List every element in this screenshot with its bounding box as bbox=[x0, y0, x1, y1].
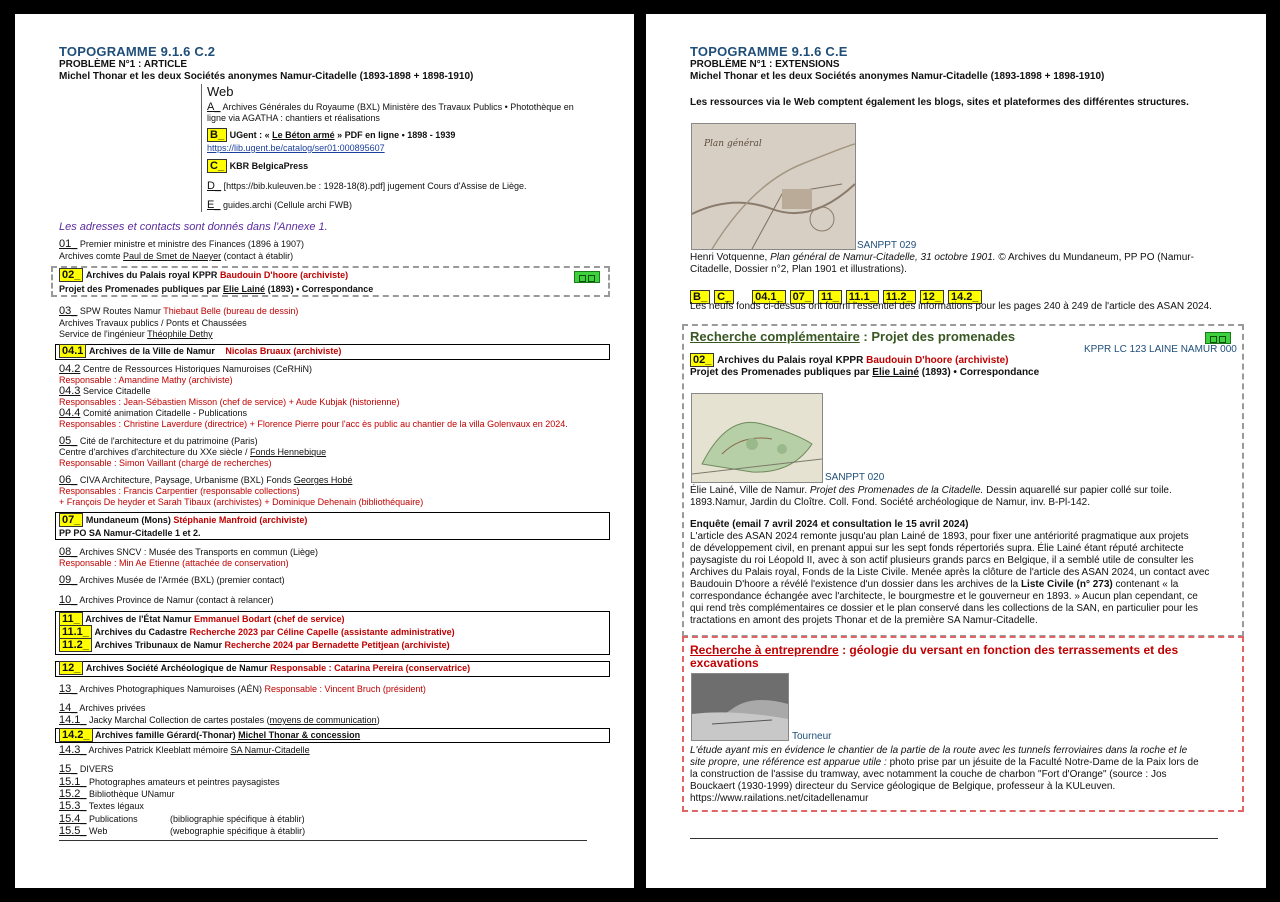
rc-entry-02: 02_ Archives du Palais royal KPPR Baudouin D'hoore (archiviste) bbox=[690, 354, 1009, 367]
entry-01-line2: Archives comte Paul de Smet de Naeyer (contact à établir) bbox=[59, 251, 294, 261]
badge-07: 07_ bbox=[790, 290, 814, 304]
plan-1901-caption: Henri Votquenne, Plan général de Namur-Citadelle, 31 octobre 1901. © Archives du Mundaneum, PP PO (Namur- bbox=[690, 252, 1194, 263]
entry-04-2-contact: Responsable : Amandine Mathy (archiviste) bbox=[59, 375, 233, 385]
recherche-complementaire-title: Recherche complémentaire : Projet des promenades bbox=[690, 329, 1016, 344]
entry-06-contact-1: Responsables : Francis Carpentier (responsable collections) bbox=[59, 486, 300, 496]
entry-02-line2: Projet des Promenades publiques par Elie Lainé (1893) • Correspondance bbox=[59, 284, 374, 294]
page-subtitle: Michel Thonar et les deux Sociétés anonymes Namur-Citadelle (1893-1898 + 1898-1910) bbox=[690, 71, 1105, 82]
plan-1901-image bbox=[691, 123, 856, 250]
ugent-link[interactable]: https://lib.ugent.be/catalog/ser01:000895607 bbox=[207, 143, 385, 153]
entry-15-5: 15.5_ Web bbox=[59, 825, 108, 837]
bottom-rule bbox=[690, 838, 1218, 839]
entry-01: 01_ Premier ministre et ministre des Finances (1896 à 1907) bbox=[59, 238, 304, 250]
entry-07: 07_ Mundaneum (Mons) Stéphanie Manfroid (archiviste) bbox=[59, 515, 307, 526]
badge-11-2: 11.2_ bbox=[883, 290, 916, 304]
promenades-caption: Élie Lainé, Ville de Namur. Projet des Promenades de la Citadelle. Dessin aquarellé sur papier collé sur toile. bbox=[690, 485, 1172, 496]
web-item-d: D_ [https://bib.kuleuven.be : 1928-18(8).pdf] jugement Cours d'Assise de Liège. bbox=[207, 180, 527, 192]
right-page bbox=[646, 14, 1266, 888]
promenades-plan-image bbox=[691, 393, 823, 483]
entry-15-5-note: (webographie spécifique à établir) bbox=[170, 826, 306, 836]
entry-07-line2: PP PO SA Namur-Citadelle 1 et 2. bbox=[59, 528, 201, 538]
recherche-entreprendre-paragraph: L'étude ayant mis en évidence le chantier de la partie de la route avec les tunnels ferroviaires dans la roche et le site propre, une référence est apparue utile : photo prise par un jésuite de la Faculté Notre-Dame de la Paix lors de la construction de l'assise du tramway, avec notamment la couche de charbon "Fort d'Orange" (source : Jos Bouckaert (1930-1999) directeur du Service géologique de Belgique, professeur à la KULeuven. https://www.railations.net/citadellenamur bbox=[690, 745, 1199, 804]
svg-text:Plan général: Plan général bbox=[704, 139, 762, 149]
tourneur-link[interactable]: Tourneur bbox=[792, 731, 832, 742]
badge-14-2: 14.2_ bbox=[948, 290, 982, 304]
entry-15-3: 15.3_ Textes légaux bbox=[59, 800, 144, 812]
entry-04-4: 04.4 Comité animation Citadelle - Publications bbox=[59, 407, 248, 419]
green-box-icon bbox=[574, 271, 600, 283]
entry-14-1: 14.1_ Jacky Marchal Collection de cartes postales (moyens de communication) bbox=[59, 714, 380, 726]
badge-c: C_ bbox=[714, 290, 734, 304]
contacts-intro: Les adresses et contacts sont donnés dans l'Annexe 1. bbox=[59, 221, 328, 233]
entry-06: 06_ CIVA Architecture, Paysage, Urbanisme (BXL) Fonds Georges Hobé bbox=[59, 474, 353, 486]
entry-15-2: 15.2_ Bibliothèque UNamur bbox=[59, 788, 175, 800]
entry-15: 15_ DIVERS bbox=[59, 763, 114, 775]
kppr-reference: KPPR LC 123 LAINE NAMUR 000 bbox=[1084, 344, 1237, 355]
entry-04-3: 04.3 Service Citadelle bbox=[59, 385, 151, 397]
badge-04-1: 04.1_ bbox=[752, 290, 786, 304]
entry-02: 02_ Archives du Palais royal KPPR Baudouin D'hoore (archiviste) bbox=[59, 270, 348, 281]
entry-05-line2: Centre d'archives d'architecture du XXe siècle / Fonds Hennebique bbox=[59, 447, 327, 457]
web-heading: Web bbox=[207, 84, 234, 99]
plan-1901-caption-line2: Citadelle, Dossier n°2, Plan 1901 et illustrations). bbox=[690, 264, 907, 275]
promenades-caption-line2: 1893.Namur, Jardin du Cloître. Coll. Fond. Société archéologique de Namur, inv. B-Pl-142. bbox=[690, 497, 1091, 508]
entry-04-2: 04.2 Centre de Ressources Historiques Namuroises (CeRHiN) bbox=[59, 363, 313, 375]
entry-09: 09_ Archives Musée de l'Armée (BXL) (premier contact) bbox=[59, 574, 285, 586]
entry-12: 12_ Archives Société Archéologique de Namur Responsable : Catarina Pereira (conservatrice) bbox=[59, 663, 470, 674]
tourneur-photo bbox=[691, 673, 789, 741]
web-item-e: E_ guides.archi (Cellule archi FWB) bbox=[207, 199, 353, 211]
recherche-entreprendre-title-line2: excavations bbox=[690, 656, 759, 670]
web-item-a: A_ Archives Générales du Royaume (BXL) Ministère des Travaux Publics • Photothèque en bbox=[207, 101, 574, 113]
entry-11-1: 11.1_ Archives du Cadastre Recherche 2023 par Céline Capelle (assistante administrative) bbox=[59, 627, 455, 638]
badge-11: 11_ bbox=[818, 290, 842, 304]
entry-05: 05_ Cité de l'architecture et du patrimoine (Paris) bbox=[59, 435, 258, 447]
entry-03-line3: Service de l'ingénieur Théophile Dethy bbox=[59, 329, 213, 339]
green-box-icon bbox=[1205, 332, 1231, 344]
entry-14: 14_ Archives privées bbox=[59, 702, 146, 714]
enquete-title: Enquête (email 7 avril 2024 et consultation le 15 avril 2024) bbox=[690, 519, 969, 530]
entry-04-3-contact: Responsables : Jean-Sébastien Misson (chef de service) + Aude Kubjak (historienne) bbox=[59, 397, 400, 407]
sanppt-020-link[interactable]: SANPPT 020 bbox=[825, 472, 885, 483]
entry-03-line2: Archives Travaux publics / Ponts et Chaussées bbox=[59, 318, 247, 328]
entry-10: 10_ Archives Province de Namur (contact à relancer) bbox=[59, 594, 274, 606]
promenades-drawing bbox=[692, 394, 822, 482]
recherche-entreprendre-title: Recherche à entreprendre : géologie du versant en fonction des terrassements et des bbox=[690, 643, 1179, 657]
entry-08-contact: Responsable : Min Ae Etienne (attachée de conservation) bbox=[59, 558, 289, 568]
web-divider bbox=[201, 84, 202, 212]
entry-14-2: 14.2_ Archives famille Gérard(-Thonar) Michel Thonar & concession bbox=[59, 730, 360, 741]
web-item-b: B_ UGent : « Le Béton armé » PDF en ligne • 1898 - 1939 bbox=[207, 130, 455, 141]
web-item-c: C_ KBR BelgicaPress bbox=[207, 161, 308, 172]
entry-06-contact-2: + François De heyder et Sarah Tibaux (archivistes) + Dominique Dehenain (bibliothéquaire) bbox=[59, 497, 424, 507]
entry-15-1: 15.1_ Photographes amateurs et peintres paysagistes bbox=[59, 776, 280, 788]
entry-14-3: 14.3_ Archives Patrick Kleeblatt mémoire SA Namur-Citadelle bbox=[59, 744, 310, 756]
entry-15-4-note: (bibliographie spécifique à établir) bbox=[170, 814, 305, 824]
entry-11: 11_ Archives de l'État Namur Emmanuel Bodart (chef de service) bbox=[59, 614, 345, 625]
problem-heading: PROBLÈME N°1 : ARTICLE bbox=[59, 59, 188, 70]
entry-15-4: 15.4_ Publications bbox=[59, 813, 138, 825]
plan-drawing bbox=[692, 124, 855, 249]
entry-05-contact: Responsable : Simon Vaillant (chargé de recherches) bbox=[59, 458, 272, 468]
badge-11-1: 11.1_ bbox=[846, 290, 879, 304]
enquete-paragraph: L'article des ASAN 2024 remonte jusqu'au plan Lainé de 1893, pour fixer une antériorité pragmatique aux projets de développement civil, en prenant appui sur les sept fonds répertoriés supra. Élie Lainé étant réputé architecte paysagiste du roi Léopold II, avec à son actif plusieurs grands parcs en Belgique, il a semblé utile de consulter les Archives du Palais royal, Fonds de la Liste Civile. Menée après la clôture de l'article des ASAN 2024, un contact avec Baudouin D'hoore a révélé l'existence d'un dossier dans les archives de la Liste Civile (n° 273) contenant « la correspondance échangée avec l'architecte, le bourgmestre et le gouverneur en 1893. » Aucun plan cependant, ce qui rend très complémentaires ce dossier et le plan conservé dans les collections de la SAN, en particulier pour les tractations en amont des projets Thonar et de la première SA Namur-Citadelle. bbox=[690, 531, 1210, 626]
page-title: TOPOGRAMME 9.1.6 C.E bbox=[690, 44, 848, 59]
problem-heading: PROBLÈME N°1 : EXTENSIONS bbox=[690, 59, 840, 70]
page-title: TOPOGRAMME 9.1.6 C.2 bbox=[59, 44, 216, 59]
entry-04-1: 04.1 Archives de la Ville de Namur Nicolas Bruaux (archiviste) bbox=[59, 346, 341, 357]
badge-12: 12_ bbox=[920, 290, 944, 304]
entry-13: 13_ Archives Photographiques Namuroises (AÉN) Responsable : Vincent Bruch (président) bbox=[59, 683, 426, 695]
page-subtitle: Michel Thonar et les deux Sociétés anonymes Namur-Citadelle (1893-1898 + 1898-1910) bbox=[59, 71, 474, 82]
entry-04-4-contact: Responsables : Christine Laverdure (directrice) + Florence Pierre pour l'acc ès public au chantier de la villa Golenvaux en 2024. bbox=[59, 419, 568, 429]
web-note: Les ressources via le Web comptent également les blogs, sites et plateformes des différentes structures. bbox=[690, 97, 1189, 108]
web-item-a-line2: ligne via AGATHA : chantiers et réalisations bbox=[207, 113, 380, 123]
rc-entry-02-line2: Projet des Promenades publiques par Elie Lainé (1893) • Correspondance bbox=[690, 367, 1040, 378]
left-page bbox=[15, 14, 634, 888]
entry-11-2: 11.2_ Archives Tribunaux de Namur Recherche 2024 par Bernadette Petitjean (archiviste) bbox=[59, 640, 450, 651]
bottom-rule bbox=[59, 840, 587, 841]
entry-08: 08_ Archives SNCV : Musée des Transports en commun (Liège) bbox=[59, 546, 318, 558]
sanppt-029-link[interactable]: SANPPT 029 bbox=[857, 240, 917, 251]
badge-b: B_ bbox=[690, 290, 710, 304]
tourneur-photo-drawing bbox=[692, 674, 788, 740]
entry-03: 03_ SPW Routes Namur Thiebaut Belle (bureau de dessin) bbox=[59, 305, 299, 317]
badges-note: Les neufs fonds ci-dessus ont fourni l'essentiel des informations pour les pages 240 à 249 de l'article des ASAN 2024. bbox=[690, 301, 1212, 312]
